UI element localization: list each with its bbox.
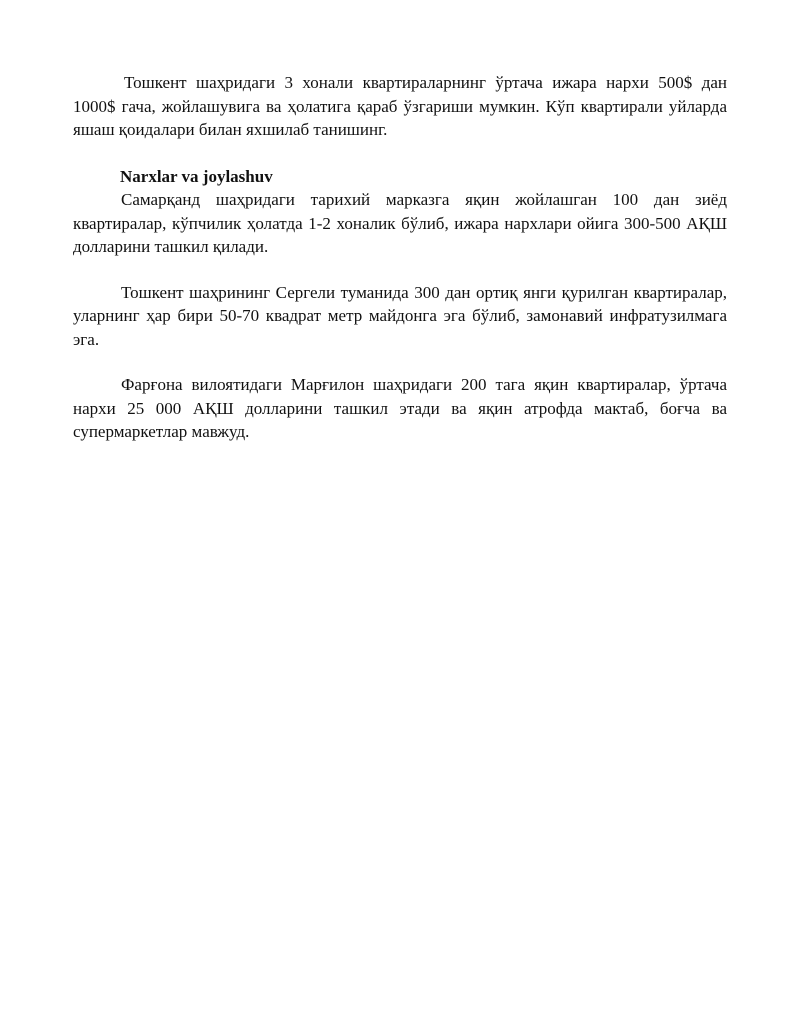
section-heading: Narxlar va joylashuv <box>120 166 273 186</box>
paragraph-samarkand: Самарқанд шаҳридаги тарихий марказга яқин жойлашган 100 дан зиёд квартиралар, кўпчилик ҳолатда 1-2 хоналик бўлиб, ижара нархлари ойига 300-500 АҚШ долларини ташкил қилади. <box>73 190 727 256</box>
paragraph-sergeli: Тошкент шаҳрининг Сергели туманида 300 дан ортиқ янги қурилган квартиралар, уларнинг ҳар бири 50-70 квадрат метр майдонга эга бўлиб, замонавий инфратузилмага эга. <box>73 282 727 349</box>
spacer <box>73 142 727 165</box>
paragraph-margilan: Фарғона вилоятидаги Марғилон шаҳридаги 200 тага яқин квартиралар, ўртача нархи 25 000 АҚШ долларини ташкил этади ва яқин атрофда мактаб, боғча ва супермаркетлар мавжуд. <box>73 375 727 441</box>
spacer <box>73 259 727 281</box>
spacer <box>73 351 727 373</box>
intro-paragraph: Тошкент шаҳридаги 3 хонали квартираларнинг ўртача ижара нархи 500$ дан 1000$ гача, жойлашувига ва ҳолатига қараб ўзгариши мумкин. Кўп квартирали уйларда яшаш қоидалари билан яхшилаб танишинг. <box>73 73 727 139</box>
document-page <box>73 71 727 444</box>
